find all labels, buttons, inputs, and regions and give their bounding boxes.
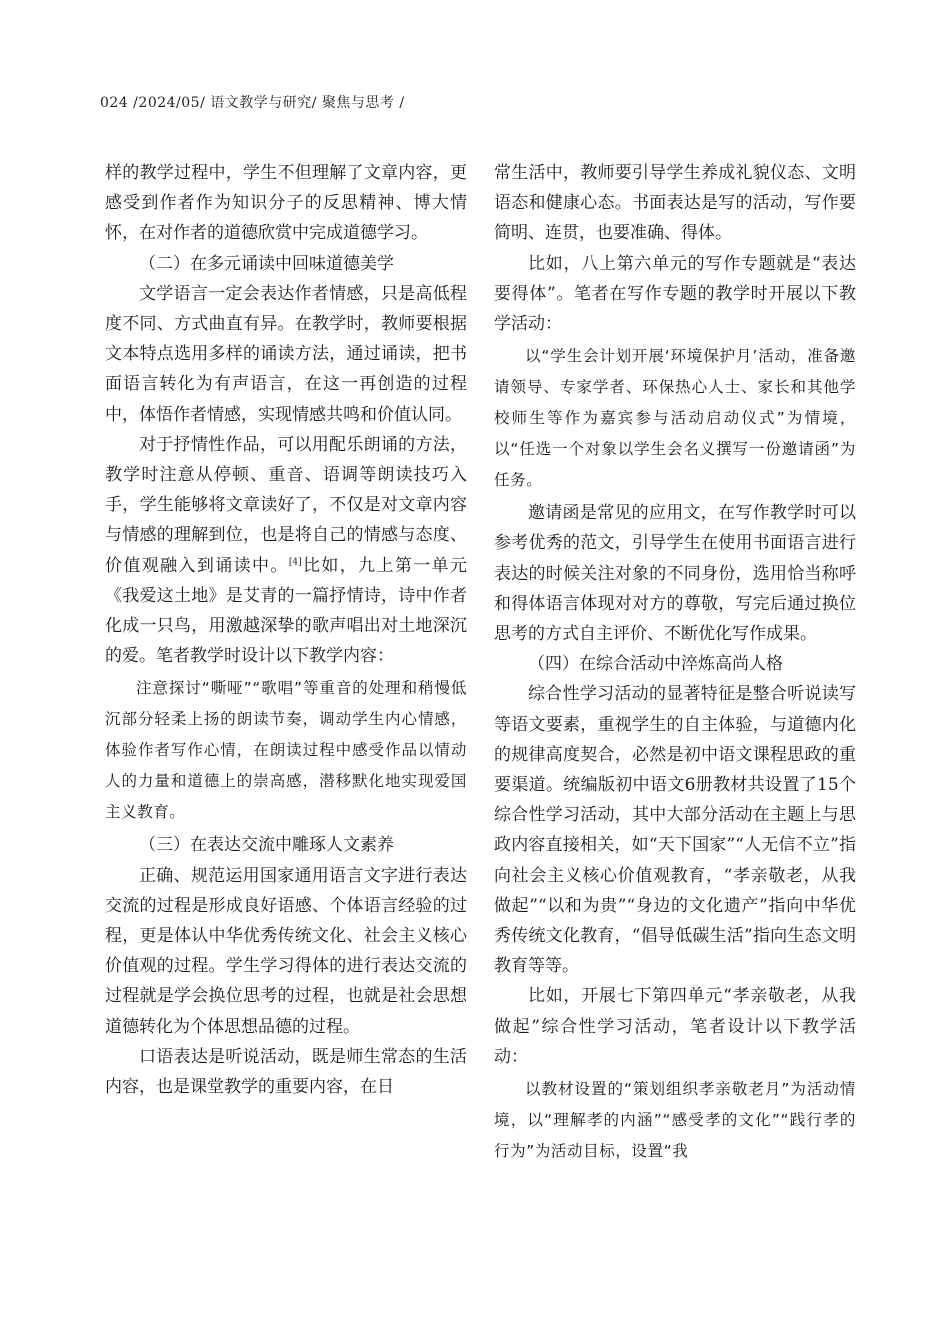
section-heading: （四）在综合活动中淬炼高尚人格	[528, 654, 783, 675]
running-header: 024 /2024/05/ 语文教学与研究/ 聚焦与思考 /	[100, 95, 405, 111]
quoted-activity: 以教材设置的“策划组织孝亲敬老月”为活动情境，以“理解孝的内涵”“感受孝的文化”“践行孝的行为”为活动目标，设置“我	[494, 1080, 856, 1161]
left-column	[105, 158, 467, 1102]
section-heading: （二）在多元诵读中回味道德美学	[139, 253, 394, 274]
page-number: 024	[100, 95, 129, 111]
paragraph: 文学语言一定会表达作者情感，只是高低程度不同、方式曲直有异。在教学时，教师要根据文本特点选用多样的诵读方法，通过诵读，把书面语言转化为有声语言，在这一再创造的过程中，体悟作者情感，实现情感共鸣和价值认同。	[105, 283, 467, 425]
citation-ref: [4]	[288, 556, 302, 567]
section-heading: （三）在表达交流中雕琢人文素养	[139, 835, 394, 856]
paragraph: 比如，开展七下第四单元“孝亲敬老，从我做起”综合性学习活动，笔者设计以下教学活动：	[494, 986, 856, 1067]
journal-name: 语文教学与研究	[210, 95, 312, 111]
paragraph: 样的教学过程中，学生不但理解了文章内容，更感受到作者作为知识分子的反思精神、博大情怀，在对作者的道德欣赏中完成道德学习。	[105, 163, 467, 244]
quoted-activity: 以“学生会计划开展‘环境保护月’活动，准备邀请领导、专家学者、环保热心人士、家长和其他学校师生等作为嘉宾参与活动启动仪式”为情境，以“任选一个对象以学生会名义撰写一份邀请函”为任务。	[494, 347, 856, 490]
paragraph: 比如，八上第六单元的写作专题就是“表达要得体”。笔者在写作专题的教学时开展以下教学活动：	[494, 253, 856, 335]
paragraph: 正确、规范运用国家通用语言文字进行表达交流的过程是形成良好语感、个体语言经验的过程，更是体认中华优秀传统文化、社会主义核心价值观的过程。学生学习得体的进行表达交流的过程就是学会换位思考的过程，也就是社会思想道德转化为个体思想品德的过程。	[105, 865, 467, 1037]
paragraph: 常生活中，教师要引导学生养成礼貌仪态、文明语态和健康心态。书面表达是写的活动，写作要简明、连贯，也要准确、得体。	[494, 163, 856, 244]
issue-number: 05	[181, 95, 201, 111]
issue-year: 2024	[138, 95, 177, 111]
paragraph: 口语表达是听说活动，既是师生常态的生活内容，也是课堂教学的重要内容，在日	[105, 1046, 467, 1098]
paragraph-text: 比如，九上第一单元《我爱这土地》是艾青的一篇抒情诗，诗中作者化成一只鸟，用激越深挚的歌声唱出对土地深沉的爱。笔者教学时设计以下教学内容：	[105, 555, 468, 667]
paragraph-text: 对于抒情性作品，可以用配乐朗诵的方法，教学时注意从停顿、重音、语调等朗读技巧入手，学生能够将文章读好了，不仅是对文章内容与情感的理解到位，也是将自己的情感与态度、价值观融入到诵读中。	[105, 434, 467, 576]
quoted-activity: 注意探讨“嘶哑”“歌唱”等重音的处理和稍慢低沉部分轻柔上扬的朗读节奏，调动学生内心情感，体验作者写作心情，在朗读过程中感受作品以情动人的力量和道德上的崇高感，潜移默化地实现爱国主义教育。	[105, 679, 467, 822]
paragraph: 邀请函是常见的应用文，在写作教学时可以参考优秀的范文，引导学生在使用书面语言进行表达的时候关注对象的不同身份，选用恰当称呼和得体语言体现对对方的尊敬，写完后通过换位思考的方式自主评价、不断优化写作成果。	[494, 503, 856, 645]
right-column	[494, 158, 856, 1169]
paragraph	[105, 430, 467, 672]
column-name: 聚焦与思考	[321, 95, 395, 111]
paragraph: 综合性学习活动的显著特征是整合听说读写等语文要素，重视学生的自主体验，与道德内化的规律高度契合，必然是初中语文课程思政的重要渠道。统编版初中语文6册教材共设置了15个综合性学习活动，其中大部分活动在主题上与思政内容直接相关，如“天下国家”“人无信不立”指向社会主义核心价值观教育，“孝亲敬老，从我做起”“以和为贵”“身边的文化遗产”指向中华优秀传统文化教育，“倡导低碳生活”指向生态文明教育等等。	[494, 684, 856, 977]
